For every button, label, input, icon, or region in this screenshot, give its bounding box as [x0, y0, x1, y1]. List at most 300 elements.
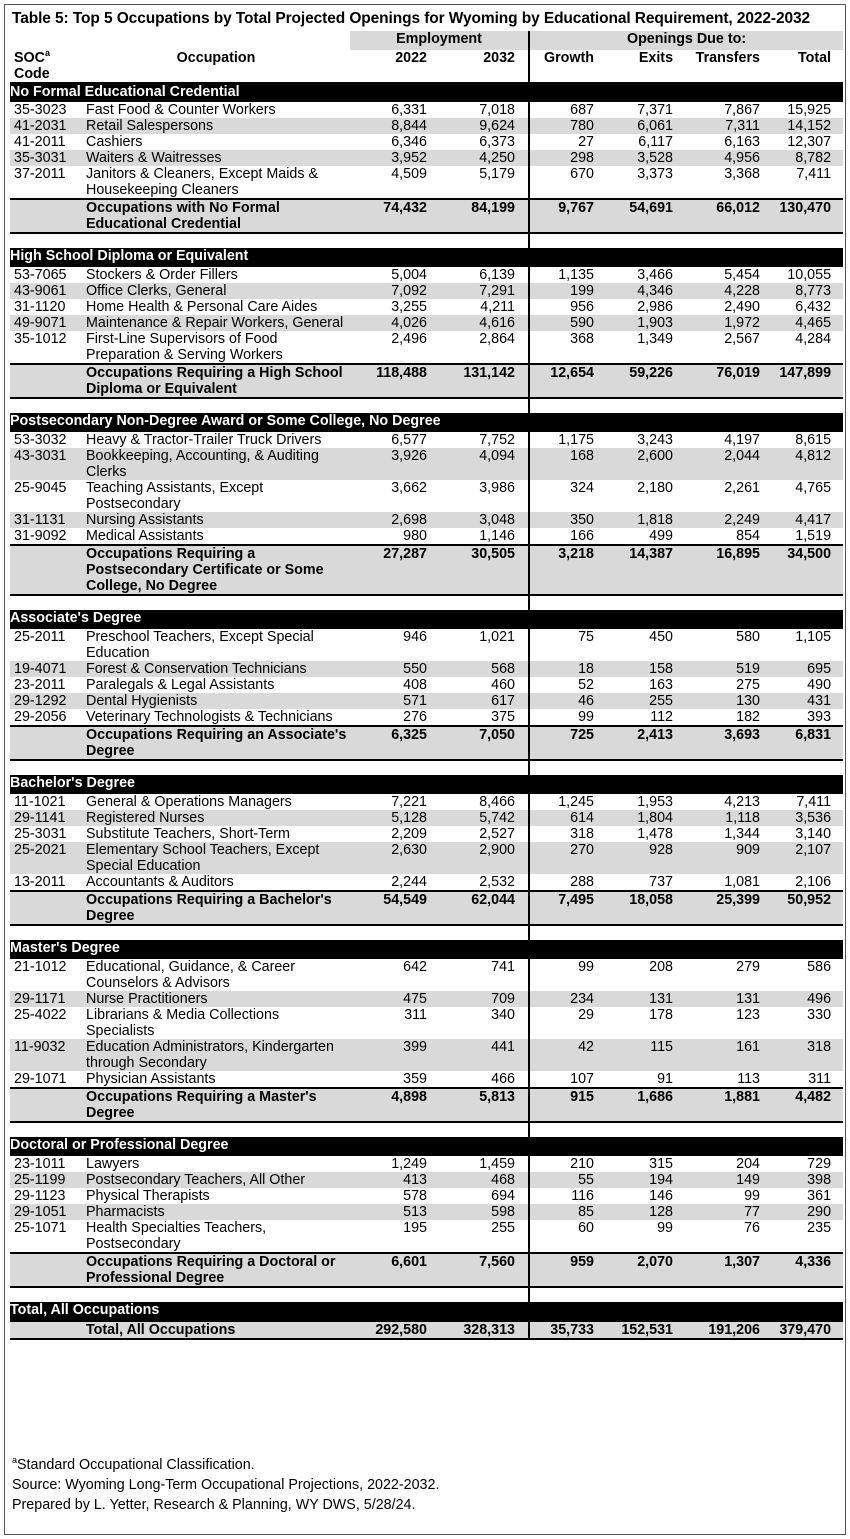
employment-2032: 441 — [440, 1039, 529, 1071]
employment-2022: 475 — [350, 991, 440, 1007]
openings-growth: 199 — [529, 283, 608, 299]
header-column-row — [10, 50, 843, 83]
openings-exits: 2,986 — [637, 299, 674, 315]
openings-exits: 4,346 — [608, 283, 690, 299]
occupation-name: Bookkeeping, Accounting, & Auditing Clerks — [82, 448, 350, 480]
section-title: High School Diploma or Equivalent — [10, 248, 843, 267]
section-spacer — [10, 1122, 843, 1137]
table-row — [10, 709, 843, 726]
openings-exits: 6,117 — [638, 134, 674, 150]
employment-2022: 399 — [350, 1039, 440, 1071]
spacer-cell — [10, 1122, 82, 1137]
employment-2022: 5,128 — [350, 810, 440, 826]
employment-2022: 359 — [403, 1071, 427, 1087]
subtotal-openings-total: 130,470 — [770, 199, 843, 233]
employment-2022: 195 — [403, 1220, 427, 1236]
spacer-cell — [608, 760, 690, 775]
subtotal-openings-growth: 9,767 — [529, 199, 608, 233]
section-title: Postsecondary Non-Degree Award or Some College, No Degree — [10, 413, 843, 432]
header-total: Total — [797, 50, 832, 66]
subtotal-employment-2022: 6,325 — [350, 726, 440, 760]
openings-total: 398 — [770, 1172, 843, 1188]
subtotal-openings-growth: 959 — [529, 1253, 608, 1287]
openings-exits: 178 — [649, 1007, 674, 1023]
table-row — [10, 432, 843, 448]
employment-2022: 5,004 — [391, 267, 427, 283]
soc-code: 41-2011 — [14, 134, 66, 150]
spacer-cell — [440, 925, 529, 940]
source-note: Source: Wyoming Long-Term Occupational Projections, 2022-2032. — [12, 1477, 440, 1493]
openings-transfers: 275 — [736, 677, 761, 693]
table-row — [10, 1071, 843, 1088]
section-header — [10, 1137, 843, 1156]
table-row — [10, 1220, 843, 1253]
subtotal-openings-transfers: 16,895 — [690, 545, 770, 595]
soc-code: 53-7065 — [14, 267, 67, 283]
table-row — [10, 299, 843, 315]
table-row — [10, 480, 843, 512]
employment-2032: 2,900 — [440, 842, 529, 874]
soc-code: 53-3032 — [14, 432, 67, 448]
openings-growth: 99 — [578, 709, 595, 725]
spacer-cell — [350, 760, 440, 775]
employment-2032: 741 — [440, 959, 529, 991]
spacer-cell — [690, 1287, 770, 1302]
openings-exits: 131 — [608, 991, 690, 1007]
soc-code: 29-1051 — [10, 1204, 82, 1220]
spacer-cell — [608, 398, 690, 413]
openings-total: 330 — [807, 1007, 832, 1023]
table-row — [10, 1007, 843, 1039]
table-row — [10, 283, 843, 299]
openings-exits: 208 — [649, 959, 674, 975]
occupation-name: Educational, Guidance, & Career Counselors & Advisors — [86, 959, 296, 991]
openings-growth: 288 — [570, 874, 595, 890]
spacer-cell — [529, 1287, 608, 1302]
openings-growth: 55 — [529, 1172, 608, 1188]
openings-exits: 255 — [608, 693, 690, 709]
openings-growth: 234 — [529, 991, 608, 1007]
openings-transfers: 909 — [690, 842, 770, 874]
openings-transfers: 519 — [690, 661, 770, 677]
employment-2032: 466 — [440, 1071, 529, 1088]
employment-2022: 7,221 — [391, 794, 427, 810]
openings-transfers: 580 — [736, 629, 761, 645]
openings-total: 14,152 — [770, 118, 843, 134]
openings-total: 318 — [770, 1039, 843, 1071]
openings-transfers: 2,249 — [690, 512, 770, 528]
openings-exits: 3,373 — [637, 166, 674, 182]
subtotal-openings-transfers: 25,399 — [690, 891, 770, 925]
occupation-name: Retail Salespersons — [82, 118, 350, 134]
subtotal-openings-total: 50,952 — [770, 891, 843, 925]
occupation-name: Librarians & Media Collections Specialists — [86, 1007, 280, 1039]
spacer-cell — [770, 925, 843, 940]
employment-2022: 6,577 — [391, 432, 427, 448]
openings-transfers: 4,213 — [724, 794, 761, 810]
occupation-name: Pharmacists — [82, 1204, 350, 1220]
table-row — [10, 1188, 843, 1204]
occupation-name: Paralegals & Legal Assistants — [86, 677, 275, 693]
openings-exits: 499 — [649, 528, 674, 544]
soc-code: 21-1012 — [14, 959, 67, 975]
subtotal-openings-total: 6,831 — [770, 726, 843, 760]
spacer-cell — [608, 595, 690, 610]
section-title: Master's Degree — [10, 940, 843, 959]
section-spacer — [10, 760, 843, 775]
openings-total: 7,411 — [796, 166, 832, 182]
openings-exits: 7,371 — [637, 102, 674, 118]
spacer-cell — [770, 233, 843, 248]
section-title: No Formal Educational Credential — [10, 83, 843, 102]
subtotal-row — [10, 1321, 843, 1339]
soc-code: 11-9032 — [10, 1039, 82, 1071]
spacer-cell — [770, 760, 843, 775]
openings-exits: 2,600 — [608, 448, 690, 480]
employment-2022: 1,249 — [391, 1156, 427, 1172]
employment-2022: 642 — [403, 959, 427, 975]
openings-total: 290 — [770, 1204, 843, 1220]
soc-code: 49-9071 — [10, 315, 82, 331]
soc-code: 37-2011 — [14, 166, 66, 182]
section-header — [10, 775, 843, 794]
soc-code: 43-3031 — [10, 448, 82, 480]
table-row — [10, 629, 843, 661]
openings-transfers: 149 — [690, 1172, 770, 1188]
openings-growth: 52 — [578, 677, 595, 693]
employment-2032: 6,139 — [440, 267, 529, 283]
spacer-cell — [10, 398, 82, 413]
openings-growth: 614 — [529, 810, 608, 826]
employment-2032: 9,624 — [440, 118, 529, 134]
subtotal-openings-growth: 915 — [529, 1088, 608, 1122]
employment-2022: 578 — [403, 1188, 427, 1204]
subtotal-openings-exits: 14,387 — [608, 545, 690, 595]
subtotal-employment-2032: 30,505 — [440, 545, 529, 595]
employment-2022: 4,026 — [350, 315, 440, 331]
header-occupation: Occupation — [176, 50, 256, 66]
occupation-name: Physical Therapists — [86, 1188, 210, 1204]
spacer-cell — [770, 595, 843, 610]
openings-growth: 350 — [529, 512, 608, 528]
openings-growth: 210 — [570, 1156, 595, 1172]
table-row — [10, 102, 843, 118]
occupation-name: Waiters & Waitresses — [82, 150, 350, 166]
table-row — [10, 677, 843, 693]
section-header — [10, 413, 843, 432]
openings-growth: 1,245 — [558, 794, 595, 810]
spacer-cell — [690, 760, 770, 775]
occupation-name: Substitute Teachers, Short-Term — [86, 826, 290, 842]
header-growth: Growth — [543, 50, 595, 66]
soc-code: 35-3023 — [14, 102, 67, 118]
section-header — [10, 1302, 843, 1321]
header-transfers: Transfers — [695, 50, 761, 66]
employment-2022: 2,496 — [391, 331, 427, 347]
openings-growth: 956 — [570, 299, 595, 315]
openings-exits: 1,953 — [637, 794, 674, 810]
subtotal-label: Occupations Requiring an Associate's Degree — [82, 726, 350, 760]
spacer-cell — [10, 1287, 82, 1302]
occupation-name: Stockers & Order Fillers — [86, 267, 238, 283]
openings-growth: 42 — [529, 1039, 608, 1071]
soc-code: 31-1131 — [10, 512, 82, 528]
openings-total: 431 — [770, 693, 843, 709]
openings-transfers: 182 — [736, 709, 761, 725]
occupation-name: Janitors & Cleaners, Except Maids & Housekeeping Cleaners — [86, 166, 319, 198]
spacer-cell — [82, 1122, 350, 1137]
employment-2022: 3,255 — [391, 299, 427, 315]
employment-2032: 4,094 — [440, 448, 529, 480]
subtotal-row — [10, 1088, 843, 1122]
employment-2032: 598 — [440, 1204, 529, 1220]
openings-growth: 168 — [529, 448, 608, 480]
spacer-cell — [770, 1287, 843, 1302]
occupation-name: Preschool Teachers, Except Special Education — [86, 629, 314, 661]
spacer-cell — [350, 595, 440, 610]
spacer-cell — [82, 925, 350, 940]
subtotal-row — [10, 1253, 843, 1287]
openings-transfers: 1,344 — [724, 826, 761, 842]
spacer-cell — [10, 760, 82, 775]
openings-growth: 368 — [570, 331, 595, 347]
soc-code: 13-2011 — [14, 874, 66, 890]
table-row — [10, 512, 843, 528]
occupation-name: Lawyers — [86, 1156, 140, 1172]
openings-exits: 112 — [650, 709, 674, 725]
openings-exits: 194 — [608, 1172, 690, 1188]
soc-code: 35-1012 — [14, 331, 67, 347]
soc-code: 31-1120 — [14, 299, 66, 315]
section-spacer — [10, 595, 843, 610]
occupation-name: Veterinary Technologists & Technicians — [86, 709, 333, 725]
employment-2032: 4,616 — [440, 315, 529, 331]
table-row — [10, 826, 843, 842]
subtotal-openings-growth: 12,654 — [529, 364, 608, 398]
subtotal-openings-total: 4,336 — [770, 1253, 843, 1287]
employment-2032: 1,459 — [440, 1156, 529, 1172]
header-employment: Employment — [350, 31, 529, 50]
openings-total: 695 — [770, 661, 843, 677]
subtotal-row — [10, 545, 843, 595]
subtotal-openings-transfers: 1,307 — [690, 1253, 770, 1287]
table-row — [10, 693, 843, 709]
employment-2032: 7,291 — [440, 283, 529, 299]
openings-total: 393 — [807, 709, 832, 725]
openings-growth: 780 — [529, 118, 608, 134]
openings-total: 4,465 — [770, 315, 843, 331]
employment-2032: 468 — [440, 1172, 529, 1188]
soc-code: 29-1123 — [14, 1188, 66, 1204]
subtotal-label: Occupations with No Formal Educational Credential — [82, 199, 350, 233]
openings-total: 4,812 — [770, 448, 843, 480]
subtotal-openings-transfers: 191,206 — [690, 1321, 770, 1339]
table-row — [10, 874, 843, 891]
openings-transfers: 204 — [736, 1156, 761, 1172]
openings-transfers: 113 — [737, 1071, 761, 1087]
openings-growth: 1,175 — [558, 432, 595, 448]
subtotal-code — [10, 545, 82, 595]
soc-code: 25-2021 — [10, 842, 82, 874]
employment-2022: 6,331 — [391, 102, 427, 118]
employment-2022: 2,698 — [350, 512, 440, 528]
openings-exits: 99 — [657, 1220, 674, 1236]
employment-2022: 2,209 — [391, 826, 427, 842]
footnote: $^a$Standard Occupational Classification. — [12, 1455, 255, 1473]
openings-growth: 324 — [570, 480, 595, 496]
openings-exits: 315 — [649, 1156, 674, 1172]
employment-2022: 7,092 — [350, 283, 440, 299]
employment-2022: 3,926 — [350, 448, 440, 480]
employment-2032: 2,864 — [440, 331, 529, 364]
openings-transfers: 4,197 — [724, 432, 761, 448]
occupation-name: General & Operations Managers — [86, 794, 292, 810]
employment-2022: 2,630 — [350, 842, 440, 874]
soc-code: 25-9045 — [14, 480, 67, 496]
subtotal-row — [10, 364, 843, 398]
openings-transfers: 7,311 — [690, 118, 770, 134]
subtotal-employment-2032: 7,560 — [440, 1253, 529, 1287]
employment-2032: 7,018 — [440, 102, 529, 118]
openings-growth: 590 — [529, 315, 608, 331]
openings-total: 361 — [807, 1188, 832, 1204]
subtotal-openings-exits: 152,531 — [608, 1321, 690, 1339]
openings-total: 490 — [807, 677, 832, 693]
header-exits: Exits — [638, 50, 674, 66]
openings-growth: 298 — [529, 150, 608, 166]
employment-2032: 2,527 — [440, 826, 529, 842]
openings-growth: 60 — [578, 1220, 595, 1236]
employment-2022: 4,509 — [391, 166, 427, 182]
openings-total: 8,773 — [770, 283, 843, 299]
occupation-name: Forest & Conservation Technicians — [82, 661, 350, 677]
subtotal-label: Occupations Requiring a Postsecondary Certificate or Some College, No Degree — [82, 545, 350, 595]
subtotal-employment-2022: 118,488 — [350, 364, 440, 398]
openings-exits: 737 — [649, 874, 674, 890]
spacer-cell — [440, 595, 529, 610]
openings-total: 3,140 — [795, 826, 832, 842]
employment-2022: 550 — [350, 661, 440, 677]
openings-growth: 687 — [570, 102, 595, 118]
openings-exits: 6,061 — [608, 118, 690, 134]
openings-exits: 128 — [608, 1204, 690, 1220]
employment-2032: 694 — [440, 1188, 529, 1204]
openings-growth: 166 — [570, 528, 595, 544]
openings-transfers: 2,261 — [724, 480, 761, 496]
employment-2022: 946 — [403, 629, 427, 645]
subtotal-employment-2022: 6,601 — [350, 1253, 440, 1287]
subtotal-employment-2022: 4,898 — [350, 1088, 440, 1122]
spacer-cell — [350, 233, 440, 248]
subtotal-openings-total: 379,470 — [770, 1321, 843, 1339]
subtotal-code — [10, 1321, 82, 1339]
section-title: Total, All Occupations — [10, 1302, 843, 1321]
openings-transfers: 3,368 — [724, 166, 761, 182]
openings-exits: 2,180 — [637, 480, 674, 496]
openings-exits: 3,243 — [637, 432, 674, 448]
soc-code: 11-1021 — [14, 794, 66, 810]
subtotal-label: Total, All Occupations — [82, 1321, 350, 1339]
table-row — [10, 331, 843, 364]
table-row — [10, 794, 843, 810]
openings-transfers: 854 — [736, 528, 761, 544]
openings-exits: 1,804 — [608, 810, 690, 826]
openings-total: 1,105 — [795, 629, 832, 645]
spacer-cell — [608, 1287, 690, 1302]
employment-2032: 6,373 — [440, 134, 529, 150]
openings-growth: 116 — [571, 1188, 595, 1204]
employment-2032: 1,021 — [440, 629, 529, 661]
spacer-cell — [82, 1287, 350, 1302]
table-row — [10, 267, 843, 283]
openings-exits: 1,478 — [637, 826, 674, 842]
employment-2032: 5,742 — [440, 810, 529, 826]
header-group-row — [10, 31, 843, 50]
subtotal-openings-exits: 2,070 — [608, 1253, 690, 1287]
table-row — [10, 118, 843, 134]
spacer-cell — [608, 233, 690, 248]
spacer-cell — [440, 1122, 529, 1137]
subtotal-employment-2022: 27,287 — [350, 545, 440, 595]
subtotal-code — [10, 199, 82, 233]
spacer-cell — [82, 760, 350, 775]
subtotal-employment-2032: 7,050 — [440, 726, 529, 760]
openings-total: 311 — [808, 1071, 832, 1087]
spacer-cell — [690, 925, 770, 940]
table-body — [10, 83, 843, 1339]
openings-growth: 670 — [570, 166, 595, 182]
section-header — [10, 940, 843, 959]
openings-total: 10,055 — [787, 267, 832, 283]
spacer-cell — [440, 233, 529, 248]
table-row — [10, 150, 843, 166]
subtotal-row — [10, 891, 843, 925]
subtotal-openings-transfers: 66,012 — [690, 199, 770, 233]
openings-growth: 318 — [570, 826, 595, 842]
soc-code: 35-3031 — [10, 150, 82, 166]
openings-growth: 29 — [578, 1007, 595, 1023]
subtotal-openings-growth: 35,733 — [529, 1321, 608, 1339]
openings-exits: 1,818 — [608, 512, 690, 528]
openings-total: 7,411 — [796, 794, 832, 810]
openings-transfers: 2,044 — [690, 448, 770, 480]
subtotal-code — [10, 726, 82, 760]
occupation-name: Dental Hygienists — [82, 693, 350, 709]
subtotal-code — [10, 1088, 82, 1122]
section-header — [10, 83, 843, 102]
soc-code: 29-1171 — [10, 991, 82, 1007]
soc-code: 25-1199 — [10, 1172, 82, 1188]
subtotal-openings-exits: 1,686 — [608, 1088, 690, 1122]
openings-total: 6,432 — [795, 299, 832, 315]
soc-code: 19-4071 — [10, 661, 82, 677]
openings-total: 3,536 — [770, 810, 843, 826]
subtotal-employment-2032: 131,142 — [440, 364, 529, 398]
spacer-cell — [350, 1287, 440, 1302]
table-row — [10, 842, 843, 874]
occupation-name: Accountants & Auditors — [86, 874, 234, 890]
subtotal-openings-total: 4,482 — [770, 1088, 843, 1122]
subtotal-openings-exits: 2,413 — [608, 726, 690, 760]
openings-transfers: 279 — [736, 959, 761, 975]
openings-transfers: 1,118 — [690, 810, 770, 826]
employment-2032: 709 — [440, 991, 529, 1007]
table-row — [10, 1172, 843, 1188]
occupation-name: Teaching Assistants, Except Postsecondary — [86, 480, 264, 512]
soc-code: 29-1292 — [10, 693, 82, 709]
occupation-name: Cashiers — [86, 134, 143, 150]
openings-growth: 75 — [578, 629, 595, 645]
